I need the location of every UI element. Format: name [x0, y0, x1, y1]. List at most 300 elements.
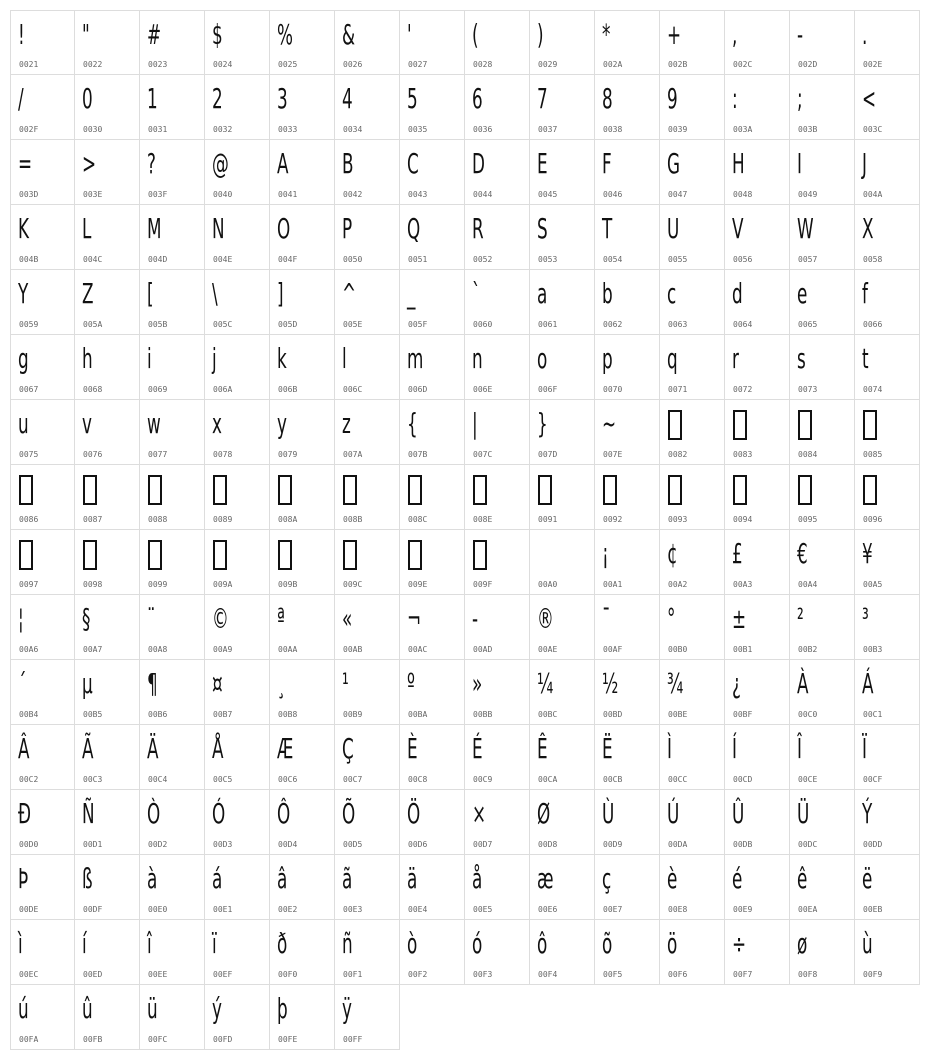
glyph-char: u — [18, 407, 29, 440]
glyph-codepoint-label: 002E — [863, 60, 883, 69]
glyph-codepoint-label: 0065 — [798, 320, 818, 329]
glyph-char: r — [732, 342, 739, 375]
glyph-codepoint-label: 009F — [473, 580, 493, 589]
glyph-codepoint-label: 00B6 — [148, 710, 168, 719]
glyph-cell — [75, 270, 140, 335]
glyph-cell — [400, 335, 465, 400]
glyph-char: 6 — [472, 82, 483, 115]
glyph-char: ã — [342, 862, 353, 895]
glyph-cell — [400, 270, 465, 335]
glyph-cell — [75, 985, 140, 1050]
glyph-char: i — [147, 342, 152, 375]
notdef-glyph-box — [733, 410, 747, 440]
glyph-cell — [660, 270, 725, 335]
glyph-codepoint-label: 00FD — [213, 1035, 233, 1044]
glyph-codepoint-label: 00B3 — [863, 645, 883, 654]
glyph-codepoint-label: 0075 — [19, 450, 39, 459]
glyph-codepoint-label: 007B — [408, 450, 428, 459]
glyph-char: t — [862, 342, 869, 375]
glyph-char: e — [797, 277, 808, 310]
glyph-cell — [725, 465, 790, 530]
notdef-glyph-box — [798, 410, 812, 440]
glyph-codepoint-label: 00B0 — [668, 645, 688, 654]
glyph-codepoint-label: 0027 — [408, 60, 428, 69]
glyph-cell — [205, 790, 270, 855]
glyph-codepoint-label: 005F — [408, 320, 428, 329]
glyph-codepoint-label: 004C — [83, 255, 103, 264]
glyph-cell — [140, 985, 205, 1050]
glyph-cell — [595, 725, 660, 790]
glyph-char: ö — [667, 927, 678, 960]
glyph-char: Ú — [667, 797, 680, 830]
glyph-cell — [270, 335, 335, 400]
glyph-cell — [400, 595, 465, 660]
glyph-codepoint-label: 006C — [343, 385, 363, 394]
glyph-codepoint-label: 00B4 — [19, 710, 39, 719]
glyph-codepoint-label: 0024 — [213, 60, 233, 69]
glyph-cell — [75, 530, 140, 595]
glyph-char: ¨ — [147, 602, 156, 635]
glyph-cell — [335, 465, 400, 530]
glyph-char: Ô — [277, 797, 291, 830]
glyph-codepoint-label: 0092 — [603, 515, 623, 524]
glyph-codepoint-label: 0099 — [148, 580, 168, 589]
glyph-cell — [725, 660, 790, 725]
glyph-cell — [855, 725, 920, 790]
glyph-char: ¿ — [732, 667, 741, 700]
glyph-cell — [10, 725, 75, 790]
glyph-codepoint-label: 00DE — [19, 905, 39, 914]
glyph-cell — [725, 855, 790, 920]
glyph-char: ~ — [602, 407, 617, 440]
glyph-char: E — [537, 147, 548, 180]
glyph-char: ½ — [602, 667, 619, 700]
glyph-cell — [75, 725, 140, 790]
glyph-cell — [140, 270, 205, 335]
notdef-glyph-box — [148, 540, 162, 570]
glyph-codepoint-label: 00A9 — [213, 645, 233, 654]
glyph-cell — [205, 400, 270, 465]
glyph-codepoint-label: 00F6 — [668, 970, 688, 979]
glyph-cell — [335, 595, 400, 660]
glyph-codepoint-label: 00C4 — [148, 775, 168, 784]
glyph-codepoint-label: 0023 — [148, 60, 168, 69]
glyph-cell — [10, 270, 75, 335]
glyph-cell — [400, 790, 465, 855]
glyph-char: ÷ — [732, 927, 747, 960]
glyph-char: D — [472, 147, 485, 180]
glyph-codepoint-label: 00E1 — [213, 905, 233, 914]
glyph-cell — [10, 75, 75, 140]
glyph-char: Æ — [277, 732, 294, 765]
glyph-cell — [595, 10, 660, 75]
glyph-codepoint-label: 009B — [278, 580, 298, 589]
glyph-char: * — [602, 18, 611, 51]
glyph-char: ´ — [18, 667, 27, 700]
glyph-char: j — [212, 342, 217, 375]
glyph-char: Ã — [82, 732, 94, 765]
glyph-codepoint-label: 0089 — [213, 515, 233, 524]
glyph-char: & — [342, 18, 356, 51]
glyph-cell — [335, 335, 400, 400]
glyph-char: ° — [667, 602, 676, 635]
glyph-codepoint-label: 0044 — [473, 190, 493, 199]
glyph-char: Þ — [18, 862, 29, 895]
glyph-char: £ — [732, 537, 743, 570]
glyph-codepoint-label: 0071 — [668, 385, 688, 394]
glyph-cell — [335, 725, 400, 790]
notdef-glyph-box — [19, 540, 33, 570]
glyph-codepoint-label: 00CE — [798, 775, 818, 784]
glyph-char: ª — [277, 602, 285, 635]
glyph-char: Ø — [537, 797, 551, 830]
glyph-codepoint-label: 00B7 — [213, 710, 233, 719]
notdef-glyph-box — [19, 475, 33, 505]
glyph-codepoint-label: 00C0 — [798, 710, 818, 719]
glyph-cell — [205, 270, 270, 335]
glyph-codepoint-label: 00A2 — [668, 580, 688, 589]
glyph-char: Z — [82, 277, 94, 310]
glyph-cell — [335, 140, 400, 205]
glyph-cell — [530, 595, 595, 660]
glyph-char: Ë — [602, 732, 613, 765]
glyph-cell — [725, 400, 790, 465]
glyph-char: n — [472, 342, 483, 375]
glyph-char: ! — [18, 18, 25, 51]
glyph-codepoint-label: 00FF — [343, 1035, 363, 1044]
glyph-codepoint-label: 0053 — [538, 255, 558, 264]
glyph-cell — [75, 660, 140, 725]
glyph-codepoint-label: 0070 — [603, 385, 623, 394]
glyph-cell — [400, 140, 465, 205]
glyph-char: O — [277, 212, 291, 245]
glyph-codepoint-label: 002F — [19, 125, 39, 134]
glyph-cell — [205, 205, 270, 270]
glyph-codepoint-label: 00E5 — [473, 905, 493, 914]
glyph-char: Ê — [537, 732, 548, 765]
glyph-codepoint-label: 0048 — [733, 190, 753, 199]
glyph-char: Õ — [342, 797, 356, 830]
glyph-codepoint-label: 0037 — [538, 125, 558, 134]
glyph-cell — [205, 530, 270, 595]
notdef-glyph-box — [148, 475, 162, 505]
glyph-codepoint-label: 0093 — [668, 515, 688, 524]
glyph-char: á — [212, 862, 223, 895]
glyph-char: û — [82, 992, 93, 1025]
glyph-codepoint-label: 0046 — [603, 190, 623, 199]
glyph-codepoint-label: 0096 — [863, 515, 883, 524]
glyph-char: ? — [147, 147, 156, 180]
glyph-cell — [595, 205, 660, 270]
glyph-cell — [75, 140, 140, 205]
glyph-cell — [270, 855, 335, 920]
glyph-cell — [335, 855, 400, 920]
glyph-cell — [205, 660, 270, 725]
glyph-char: M — [147, 212, 162, 245]
glyph-char: Â — [18, 732, 30, 765]
glyph-codepoint-label: 009A — [213, 580, 233, 589]
glyph-char: : — [732, 82, 738, 115]
glyph-cell — [140, 725, 205, 790]
glyph-cell — [855, 595, 920, 660]
glyph-codepoint-label: 00AC — [408, 645, 428, 654]
glyph-char: } — [537, 407, 548, 440]
glyph-codepoint-label: 0097 — [19, 580, 39, 589]
glyph-cell — [10, 10, 75, 75]
glyph-cell — [530, 920, 595, 985]
glyph-char: f — [862, 277, 868, 310]
glyph-char: + — [667, 18, 682, 51]
glyph-char: Ý — [862, 797, 873, 830]
glyph-char: Á — [862, 667, 874, 700]
glyph-char: ¹ — [342, 667, 349, 700]
glyph-cell — [465, 660, 530, 725]
glyph-cell — [790, 10, 855, 75]
glyph-char: » — [472, 667, 483, 700]
glyph-char: ] — [277, 277, 284, 310]
glyph-codepoint-label: 006B — [278, 385, 298, 394]
glyph-char: c — [667, 277, 677, 310]
glyph-char: Ç — [342, 732, 354, 765]
glyph-cell — [400, 855, 465, 920]
glyph-codepoint-label: 0074 — [863, 385, 883, 394]
glyph-char: ¼ — [537, 667, 554, 700]
glyph-cell — [335, 205, 400, 270]
glyph-char: 8 — [602, 82, 613, 115]
glyph-codepoint-label: 007C — [473, 450, 493, 459]
glyph-codepoint-label: 0043 — [408, 190, 428, 199]
glyph-cell — [270, 985, 335, 1050]
glyph-codepoint-label: 0094 — [733, 515, 753, 524]
glyph-char: s — [797, 342, 806, 375]
glyph-char: > — [82, 147, 97, 180]
glyph-codepoint-label: 003C — [863, 125, 883, 134]
glyph-char: ¬ — [407, 602, 422, 635]
glyph-cell — [595, 790, 660, 855]
glyph-cell — [855, 10, 920, 75]
glyph-codepoint-label: 00C7 — [343, 775, 363, 784]
glyph-cell — [725, 725, 790, 790]
glyph-codepoint-label: 0073 — [798, 385, 818, 394]
glyph-cell — [400, 465, 465, 530]
glyph-cell — [660, 400, 725, 465]
glyph-cell — [140, 205, 205, 270]
glyph-cell — [790, 270, 855, 335]
glyph-codepoint-label: 00F1 — [343, 970, 363, 979]
glyph-codepoint-label: 00DD — [863, 840, 883, 849]
glyph-cell — [790, 790, 855, 855]
glyph-codepoint-label: 00A5 — [863, 580, 883, 589]
glyph-codepoint-label: 00D2 — [148, 840, 168, 849]
glyph-codepoint-label: 0025 — [278, 60, 298, 69]
glyph-cell — [205, 140, 270, 205]
glyph-cell — [400, 660, 465, 725]
glyph-codepoint-label: 00CB — [603, 775, 623, 784]
glyph-cell — [530, 10, 595, 75]
glyph-cell — [75, 335, 140, 400]
glyph-char: ; — [797, 82, 803, 115]
glyph-char: õ — [602, 927, 613, 960]
glyph-char: I — [797, 147, 802, 180]
glyph-cell — [595, 530, 660, 595]
glyph-cell — [855, 335, 920, 400]
glyph-char: < — [862, 82, 877, 115]
glyph-codepoint-label: 00AA — [278, 645, 298, 654]
glyph-cell — [465, 725, 530, 790]
glyph-codepoint-label: 00EF — [213, 970, 233, 979]
notdef-glyph-box — [473, 475, 487, 505]
glyph-char: © — [212, 602, 229, 635]
notdef-glyph-box — [863, 410, 877, 440]
notdef-glyph-box — [408, 475, 422, 505]
glyph-cell — [790, 920, 855, 985]
glyph-codepoint-label: 0050 — [343, 255, 363, 264]
notdef-glyph-box — [213, 475, 227, 505]
glyph-cell — [75, 920, 140, 985]
glyph-codepoint-label: 00BA — [408, 710, 428, 719]
glyph-codepoint-label: 00C6 — [278, 775, 298, 784]
glyph-cell — [725, 335, 790, 400]
glyph-codepoint-label: 00E9 — [733, 905, 753, 914]
glyph-cell — [270, 530, 335, 595]
glyph-cell — [660, 790, 725, 855]
glyph-codepoint-label: 0069 — [148, 385, 168, 394]
glyph-char: A — [277, 147, 289, 180]
glyph-char: µ — [82, 667, 93, 700]
glyph-char: S — [537, 212, 548, 245]
glyph-codepoint-label: 00D7 — [473, 840, 493, 849]
notdef-glyph-box — [83, 540, 97, 570]
glyph-codepoint-label: 0040 — [213, 190, 233, 199]
glyph-codepoint-label: 002D — [798, 60, 818, 69]
glyph-char: Ö — [407, 797, 421, 830]
glyph-char: ó — [472, 927, 483, 960]
glyph-char: « — [342, 602, 353, 635]
glyph-cell — [75, 205, 140, 270]
glyph-char: / — [18, 82, 24, 115]
glyph-codepoint-label: 00AF — [603, 645, 623, 654]
glyph-cell — [725, 595, 790, 660]
glyph-codepoint-label: 0061 — [538, 320, 558, 329]
glyph-codepoint-label: 0077 — [148, 450, 168, 459]
glyph-cell — [530, 790, 595, 855]
glyph-cell — [10, 985, 75, 1050]
glyph-char: | — [472, 407, 478, 440]
glyph-codepoint-label: 00C9 — [473, 775, 493, 784]
glyph-cell — [790, 140, 855, 205]
glyph-char: € — [797, 537, 808, 570]
glyph-char: p — [602, 342, 613, 375]
glyph-cell — [790, 335, 855, 400]
glyph-cell — [205, 725, 270, 790]
glyph-char: Ì — [667, 732, 672, 765]
glyph-char: Ü — [797, 797, 810, 830]
glyph-char: z — [342, 407, 351, 440]
glyph-cell — [660, 855, 725, 920]
glyph-codepoint-label: 00ED — [83, 970, 103, 979]
glyph-codepoint-label: 004A — [863, 190, 883, 199]
glyph-char: Ä — [147, 732, 159, 765]
glyph-char: Y — [18, 277, 29, 310]
glyph-codepoint-label: 00DB — [733, 840, 753, 849]
glyph-codepoint-label: 002C — [733, 60, 753, 69]
glyph-codepoint-label: 009C — [343, 580, 363, 589]
glyph-char: ÿ — [342, 992, 352, 1025]
glyph-cell — [205, 595, 270, 660]
glyph-char: Û — [732, 797, 745, 830]
glyph-char: - — [797, 18, 804, 51]
glyph-cell — [660, 465, 725, 530]
glyph-codepoint-label: 006F — [538, 385, 558, 394]
glyph-char: ù — [862, 927, 873, 960]
glyph-codepoint-label: 0078 — [213, 450, 233, 459]
glyph-codepoint-label: 00CD — [733, 775, 753, 784]
glyph-char: C — [407, 147, 419, 180]
glyph-cell — [790, 725, 855, 790]
glyph-char: è — [667, 862, 678, 895]
glyph-codepoint-label: 0060 — [473, 320, 493, 329]
glyph-cell — [790, 660, 855, 725]
glyph-codepoint-label: 0068 — [83, 385, 103, 394]
glyph-cell — [725, 205, 790, 270]
glyph-codepoint-label: 00FE — [278, 1035, 298, 1044]
glyph-codepoint-label: 003E — [83, 190, 103, 199]
glyph-cell — [465, 595, 530, 660]
glyph-cell — [725, 140, 790, 205]
glyph-cell — [855, 855, 920, 920]
glyph-char: _ — [407, 277, 416, 310]
glyph-char: ¤ — [212, 667, 223, 700]
glyph-codepoint-label: 0038 — [603, 125, 623, 134]
glyph-codepoint-label: 005D — [278, 320, 298, 329]
glyph-cell — [855, 530, 920, 595]
glyph-codepoint-label: 00FC — [148, 1035, 168, 1044]
glyph-cell — [270, 725, 335, 790]
glyph-cell — [270, 465, 335, 530]
glyph-codepoint-label: 002A — [603, 60, 623, 69]
glyph-cell — [660, 10, 725, 75]
glyph-cell — [465, 75, 530, 140]
glyph-codepoint-label: 00E3 — [343, 905, 363, 914]
glyph-char: Í — [732, 732, 737, 765]
glyph-char: þ — [277, 992, 288, 1025]
glyph-codepoint-label: 00B9 — [343, 710, 363, 719]
glyph-char: X — [862, 212, 874, 245]
glyph-codepoint-label: 007A — [343, 450, 363, 459]
glyph-char: q — [667, 342, 678, 375]
glyph-cell — [140, 10, 205, 75]
glyph-cell — [75, 10, 140, 75]
glyph-char: [ — [147, 277, 154, 310]
glyph-codepoint-label: 00DF — [83, 905, 103, 914]
glyph-cell — [660, 75, 725, 140]
glyph-codepoint-label: 0079 — [278, 450, 298, 459]
glyph-cell — [790, 205, 855, 270]
glyph-cell — [855, 660, 920, 725]
glyph-char: í — [82, 927, 87, 960]
glyph-codepoint-label: 005B — [148, 320, 168, 329]
glyph-codepoint-label: 0021 — [19, 60, 39, 69]
glyph-codepoint-label: 00DC — [798, 840, 818, 849]
glyph-cell — [205, 920, 270, 985]
glyph-cell — [725, 75, 790, 140]
glyph-cell — [530, 725, 595, 790]
glyph-cell — [10, 660, 75, 725]
glyph-char: " — [82, 18, 90, 51]
glyph-codepoint-label: 00A1 — [603, 580, 623, 589]
glyph-codepoint-label: 00F0 — [278, 970, 298, 979]
glyph-char: l — [342, 342, 347, 375]
